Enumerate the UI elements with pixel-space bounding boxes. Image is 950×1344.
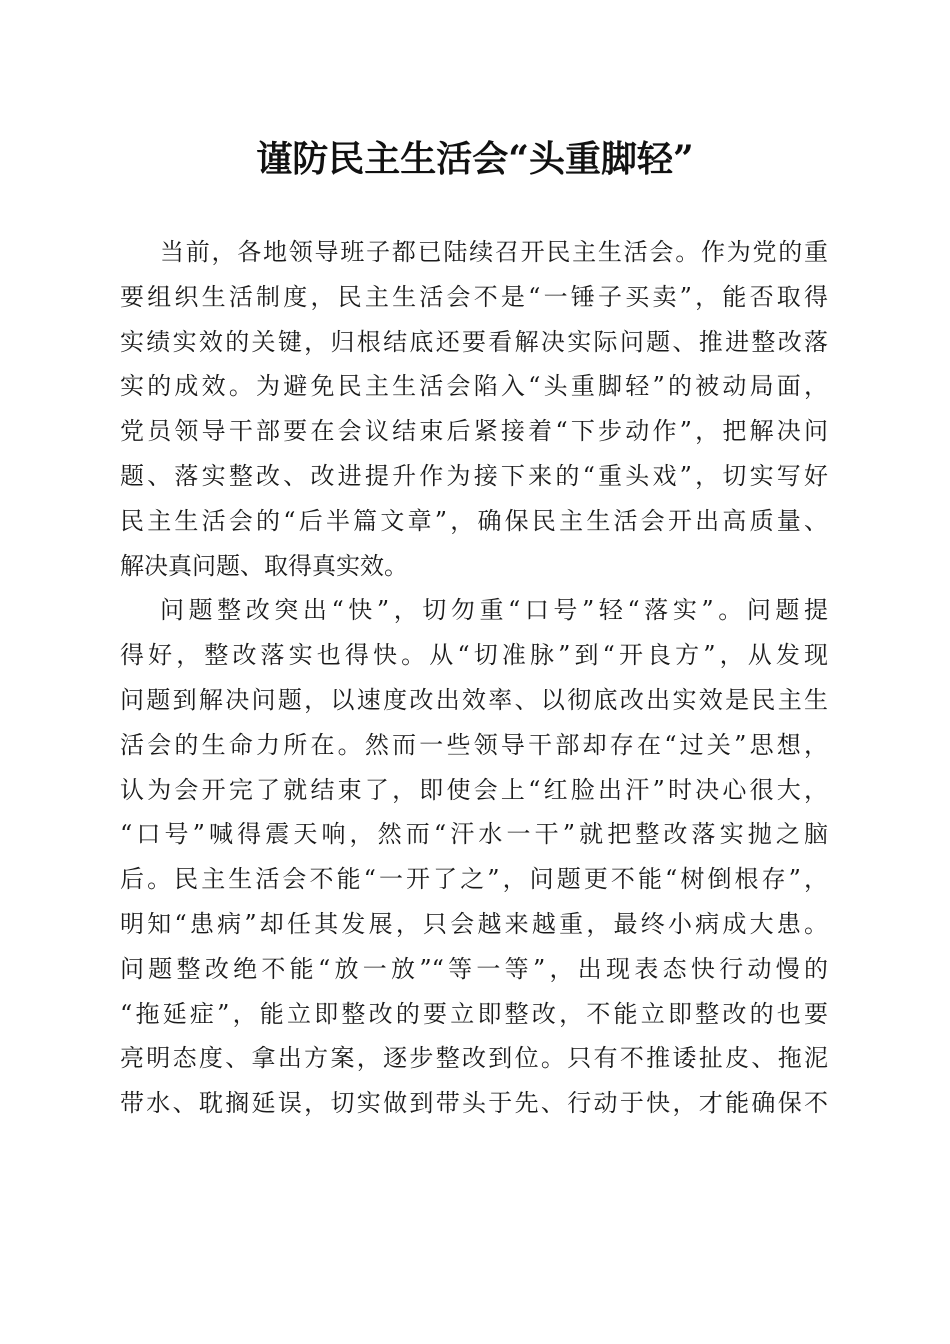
paragraph-2-line: 问题到解决问题，以速度改出效率、以彻底改出实效是民主生 xyxy=(120,685,828,714)
document-title: 谨防民主生活会“头重脚轻” xyxy=(256,138,694,180)
paragraph-2-line: 问题整改绝不能“放一放”“等一等”，出现表态快行动慢的 xyxy=(120,954,828,983)
paragraph-1-line: 实的成效。为避免民主生活会陷入“头重脚轻”的被动局面， xyxy=(120,372,828,401)
paragraph-1-line: 当前，各地领导班子都已陆续召开民主生活会。作为党的重 xyxy=(160,238,828,266)
document-body xyxy=(120,230,828,1126)
paragraph-2-line: “拖延症”，能立即整改的要立即整改，不能立即整改的也要 xyxy=(120,999,828,1028)
paragraph-2-line: 得好，整改落实也得快。从“切准脉”到“开良方”，从发现 xyxy=(120,641,828,670)
paragraph-1-line: 要组织生活制度，民主生活会不是“一锤子买卖”，能否取得 xyxy=(120,282,828,311)
paragraph-2-line: 后。民主生活会不能“一开了之”，问题更不能“树倒根存”， xyxy=(120,865,828,894)
paragraph-2-line: “口号”喊得震天响，然而“汗水一干”就把整改落实抛之脑 xyxy=(120,820,828,849)
paragraph-2-line: 认为会开完了就结束了，即使会上“红脸出汗”时决心很大， xyxy=(120,775,828,804)
paragraph-1-line: 党员领导干部要在会议结束后紧接着“下步动作”，把解决问 xyxy=(120,417,828,446)
paragraph-1-line: 民主生活会的“后半篇文章”，确保民主生活会开出高质量、 xyxy=(120,506,828,535)
paragraph-2-line: 亮明态度、拿出方案，逐步整改到位。只有不推诿扯皮、拖泥 xyxy=(120,1044,828,1073)
paragraph-1-line: 题、落实整改、改进提升作为接下来的“重头戏”，切实写好 xyxy=(120,461,828,490)
paragraph-2-line: 带水、耽搁延误，切实做到带头于先、行动于快，才能确保不 xyxy=(120,1089,828,1118)
paragraph-2-line: 问题整改突出“快”，切勿重“口号”轻“落实”。问题提 xyxy=(160,596,828,625)
paragraph-2-line: 活会的生命力所在。然而一些领导干部却存在“过关”思想， xyxy=(120,730,828,759)
paragraph-1-line: 实绩实效的关键，归根结底还要看解决实际问题、推进整改落 xyxy=(120,327,828,356)
paragraph-1-line: 解决真问题、取得真实效。 xyxy=(120,551,408,580)
paragraph-2-line: 明知“患病”却任其发展，只会越来越重，最终小病成大患。 xyxy=(120,909,828,938)
